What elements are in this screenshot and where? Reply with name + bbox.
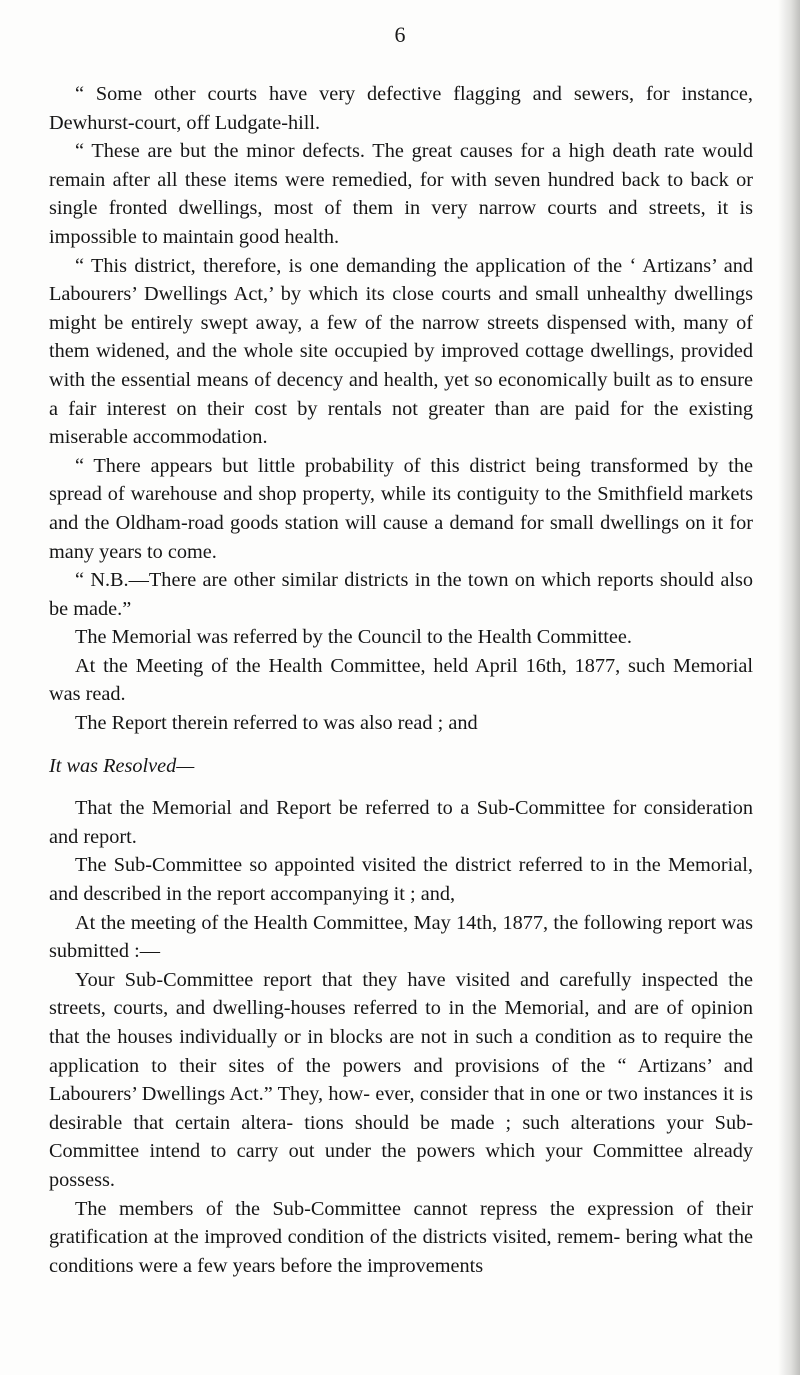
paragraph: At the Meeting of the Health Committee, held April 16th, 1877, such Memorial was read. [49, 654, 753, 706]
page-number: 6 [394, 22, 406, 47]
paragraph: The Memorial was referred by the Council to the Health Committee. [75, 626, 633, 649]
paragraph: At the meeting of the Health Committee, May 14th, 1877, the following report was submitted :— [49, 911, 753, 963]
paragraph: “ These are but the minor defects. The great causes for a high death rate would remain after all these items were remedied, for with seven hundred back to back or single fronted dwellings, most of them in very narrow courts and streets, it is impossible to maintain good health. [49, 140, 753, 248]
paragraph: “ This district, therefore, is one demanding the application of the ‘ Artizans’ and Labourers’ Dwellings Act,’ by which its close courts and small unhealthy dwellings might be entirely swept away, a few of the narrow streets dispensed with, many of them widened, and the whole site occupied by improved cottage dwellings, provided with the essential means of decency and health, yet so economically built as to ensure a fair interest on their cost by rentals not greater than are paid for the existing miserable accommodation. [49, 254, 753, 449]
resolution-heading: It was Resolved— [49, 754, 195, 777]
paragraph: The members of the Sub-Committee cannot repress the expression of their gratification at the improved condition of the districts visited, remem- bering what the conditions were a few years before the improvements [49, 1197, 753, 1277]
body-text [49, 80, 753, 1280]
page-edge-shadow [778, 0, 800, 1375]
paragraph: “ There appears but little probability of this district being transformed by the spread of warehouse and shop property, while its contiguity to the Smithfield markets and the Oldham-road goods station will cause a demand for small dwellings on it for many years to come. [49, 454, 753, 563]
paragraph: The Report therein referred to was also read ; and [75, 712, 478, 735]
paragraph: The Sub-Committee so appointed visited the district referred to in the Memorial, and described in the report accompanying it ; and, [49, 854, 753, 906]
paragraph: “ Some other courts have very defective flagging and sewers, for instance, Dewhurst-court, off Ludgate-hill. [49, 83, 753, 134]
paragraph: “ N.B.—There are other similar districts in the town on which reports should also be made.” [49, 569, 753, 620]
paragraph: Your Sub-Committee report that they have visited and carefully inspected the streets, courts, and dwelling-houses referred to in the Memorial, and are of opinion that the houses individually or in blocks are not in such a condition as to require the application to their sites of the powers and provisions of the “ Artizans’ and Labourers’ Dwellings Act.” They, how- ever, consider that in one or two instances it is desirable that certain altera- tions should be made ; such alterations your Sub-Committee intend to carry out under the powers which your Committee already possess. [49, 968, 753, 1191]
paragraph: That the Memorial and Report be referred to a Sub-Committee for consideration and report. [49, 797, 753, 848]
